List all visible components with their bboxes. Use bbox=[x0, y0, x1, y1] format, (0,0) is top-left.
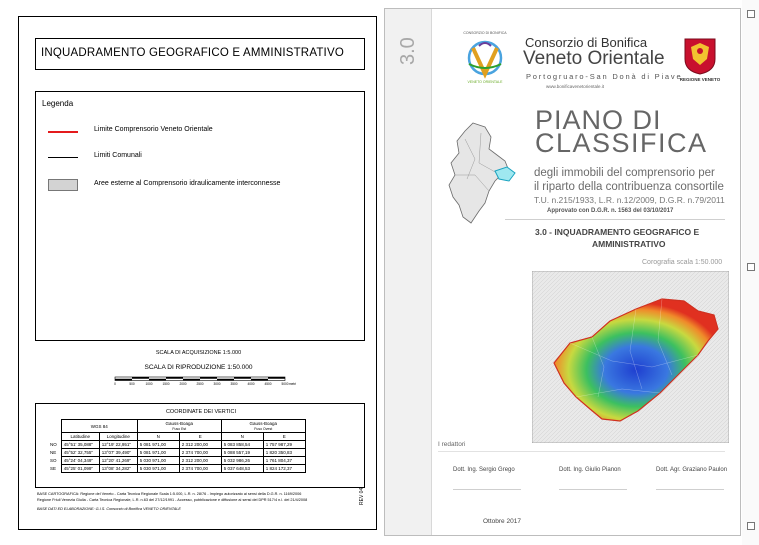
scalebar-tick-label: 5000 bbox=[281, 382, 289, 386]
grey-area-symbol-icon bbox=[48, 179, 78, 191]
base-cartografica-2: Regione Friuli Venezia Giulia - Carta Tecnica Regionale, L.R. n.63 del 27/12/1991 - Accesso, pubblicazione e diffusione ai sensi del DPR 517/4 n.l. del 21/4/2008 bbox=[37, 498, 308, 502]
scalebar-tick-label: 0 bbox=[114, 382, 116, 386]
scalebar-segment bbox=[149, 379, 166, 381]
sheet-title: INQUADRAMENTO GEOGRAFICO E AMMINISTRATIVO bbox=[41, 47, 344, 59]
consorzio-logo-icon: CONSORZIO DI BONIFICA VENETO ORIENTALE bbox=[463, 31, 507, 84]
red-line-symbol-icon bbox=[48, 131, 78, 133]
consorzio-location: Portogruaro-San Donà di Piave bbox=[526, 72, 683, 81]
legend-item-label: Limiti Comunali bbox=[94, 152, 142, 159]
scale-reproduction: SCALA DI RIPRODUZIONE 1:50.000 bbox=[144, 364, 253, 371]
consorzio-name-line1: Consorzio di Bonifica bbox=[525, 35, 648, 50]
legend-item-municipal bbox=[48, 152, 358, 164]
separator bbox=[505, 219, 725, 220]
coordinates-box bbox=[35, 403, 365, 488]
cover-spine bbox=[385, 9, 432, 536]
scalebar-tick-label: 1500 bbox=[162, 382, 170, 386]
section-title-line2: AMMINISTRATIVO bbox=[592, 239, 666, 249]
base-cartografica: BASE CARTOGRAFICA: Regione del Veneto - Carta Tecnica Regionale Scala 1:5.000, L.R. n. 28/76 - Impiego autorizzato ai sensi della D.G.R. n. 1169/2006 bbox=[37, 492, 302, 496]
left-sheet bbox=[18, 16, 377, 530]
signature-line bbox=[453, 489, 521, 490]
approval-note: Approvato con D.G.R. n. 1563 del 03/10/2017 bbox=[547, 208, 674, 214]
coordinates-table bbox=[48, 419, 306, 473]
wgs-header: WGS 84 bbox=[61, 420, 137, 433]
n-header: N bbox=[221, 433, 263, 441]
lon-header: Longitudine bbox=[99, 433, 137, 441]
n-header: N bbox=[137, 433, 179, 441]
coordinates-title: COORDINATE DEI VERTICI bbox=[165, 409, 237, 415]
revision-label: REV 04 bbox=[359, 487, 365, 505]
scalebar-tick-label: 3000 bbox=[213, 382, 221, 386]
scale-bar bbox=[109, 375, 309, 395]
scalebar-tick-label: 2500 bbox=[196, 382, 204, 386]
cover-subtitle-line1: degli immobili del comprensorio per bbox=[534, 167, 715, 179]
scalebar-segment bbox=[217, 379, 234, 381]
redattore-name: Dott. Agr. Graziano Paulon bbox=[656, 467, 728, 473]
lat-header: Latitudine bbox=[61, 433, 99, 441]
scalebar-segment bbox=[200, 377, 217, 379]
legend-box bbox=[35, 91, 365, 341]
scalebar-tick-label: 500 bbox=[129, 382, 135, 386]
table-row: SO 45°24' 04,349" 12°20' 41,269" 5 030 971,00 2 312 200,00 5 032 986,26 1 761 804,37 bbox=[48, 457, 305, 465]
separator bbox=[438, 451, 725, 452]
signature-line bbox=[559, 489, 627, 490]
regione-veneto-lion-icon: REGIONE VENETO bbox=[683, 37, 717, 85]
cover-title-line1: PIANO DI bbox=[535, 105, 662, 135]
scalebar-segment bbox=[251, 379, 268, 381]
scalebar-tick-label: 3500 bbox=[230, 382, 238, 386]
sheet-title-box bbox=[35, 38, 365, 70]
scalebar-tick-label: 4500 bbox=[264, 382, 272, 386]
document-date: Ottobre 2017 bbox=[483, 518, 521, 525]
consorzio-website: www.bonificavenetorientale.it bbox=[546, 84, 605, 89]
legend-item-external-areas bbox=[48, 180, 358, 192]
redattore-name: Dott. Ing. Giulio Pianon bbox=[559, 467, 621, 473]
scalebar-tick-label: 2000 bbox=[179, 382, 187, 386]
scalebar-segment bbox=[132, 377, 149, 379]
scalebar-tick-label: 1000 bbox=[145, 382, 153, 386]
scalebar-segment bbox=[115, 379, 132, 381]
table-row: NO 45°51' 35,088" 12°19' 22,951" 5 081 971,00 2 312 200,00 5 083 858,54 1 757 987,29 bbox=[48, 441, 305, 449]
spine-label: 3.0 bbox=[397, 37, 419, 65]
base-dati: BASE DATI ED ELABORAZIONE: G.I.S. Consorzio di Bonifica VENETO ORIENTALE bbox=[37, 507, 181, 511]
redattori-label: I redattori bbox=[438, 441, 466, 448]
consorzio-name-line2: Veneto Orientale bbox=[523, 48, 665, 69]
gb-east-header: Gauss-Boaga Fuso Est bbox=[137, 420, 221, 433]
side-scroll-strip[interactable] bbox=[742, 0, 759, 545]
window-control-icon[interactable] bbox=[747, 522, 755, 530]
legend-item-boundary bbox=[48, 126, 358, 138]
table-row: SE 45°25' 01,099" 13°08' 34,282" 5 030 971,00 2 374 700,00 5 037 648,53 1 824 172,37 bbox=[48, 465, 305, 473]
scalebar-tick-label: 4000 bbox=[247, 382, 255, 386]
corografia-scale: Corografia scala 1:50.000 bbox=[642, 259, 723, 266]
comprensorio-relief-map bbox=[532, 271, 729, 443]
redattore-name: Dott. Ing. Sergio Grego bbox=[453, 467, 515, 473]
scalebar-tick-label: metri bbox=[289, 382, 297, 386]
legend-item-label: Aree esterne al Comprensorio idraulicamente interconnesse bbox=[94, 180, 281, 187]
signature-line bbox=[656, 489, 724, 490]
cover-subtitle-line2: il riparto della contribuenza consortile bbox=[534, 181, 724, 193]
table-row: NE 45°52' 32,755" 13°07' 39,490" 5 081 971,00 2 374 700,00 5 088 557,19 1 820 350,83 bbox=[48, 449, 305, 457]
black-line-symbol-icon bbox=[48, 157, 78, 158]
cover-title-line2: CLASSIFICA bbox=[535, 128, 708, 158]
section-title-line1: 3.0 - INQUADRAMENTO GEOGRAFICO E bbox=[535, 227, 700, 237]
cover-sheet bbox=[384, 8, 741, 536]
cover-law-references: T.U. n.215/1933, L.R. n.12/2009, D.G.R. n.79/2011 bbox=[534, 195, 725, 205]
scalebar-segment bbox=[234, 377, 251, 379]
scale-acquisition: SCALA DI ACQUISIZIONE 1:5.000 bbox=[155, 350, 242, 356]
legend-title: Legenda bbox=[42, 99, 74, 108]
veneto-locator-map bbox=[445, 119, 517, 229]
scalebar-segment bbox=[268, 377, 285, 379]
scalebar-segment bbox=[166, 377, 183, 379]
legend-item-label: Limite Comprensorio Veneto Orientale bbox=[94, 126, 213, 133]
e-header: E bbox=[179, 433, 221, 441]
e-header: E bbox=[263, 433, 305, 441]
window-control-icon[interactable] bbox=[747, 10, 755, 18]
gb-west-header: Gauss-Boaga Fuso Ovest bbox=[221, 420, 305, 433]
window-control-icon[interactable] bbox=[747, 263, 755, 271]
scalebar-segment bbox=[183, 379, 200, 381]
